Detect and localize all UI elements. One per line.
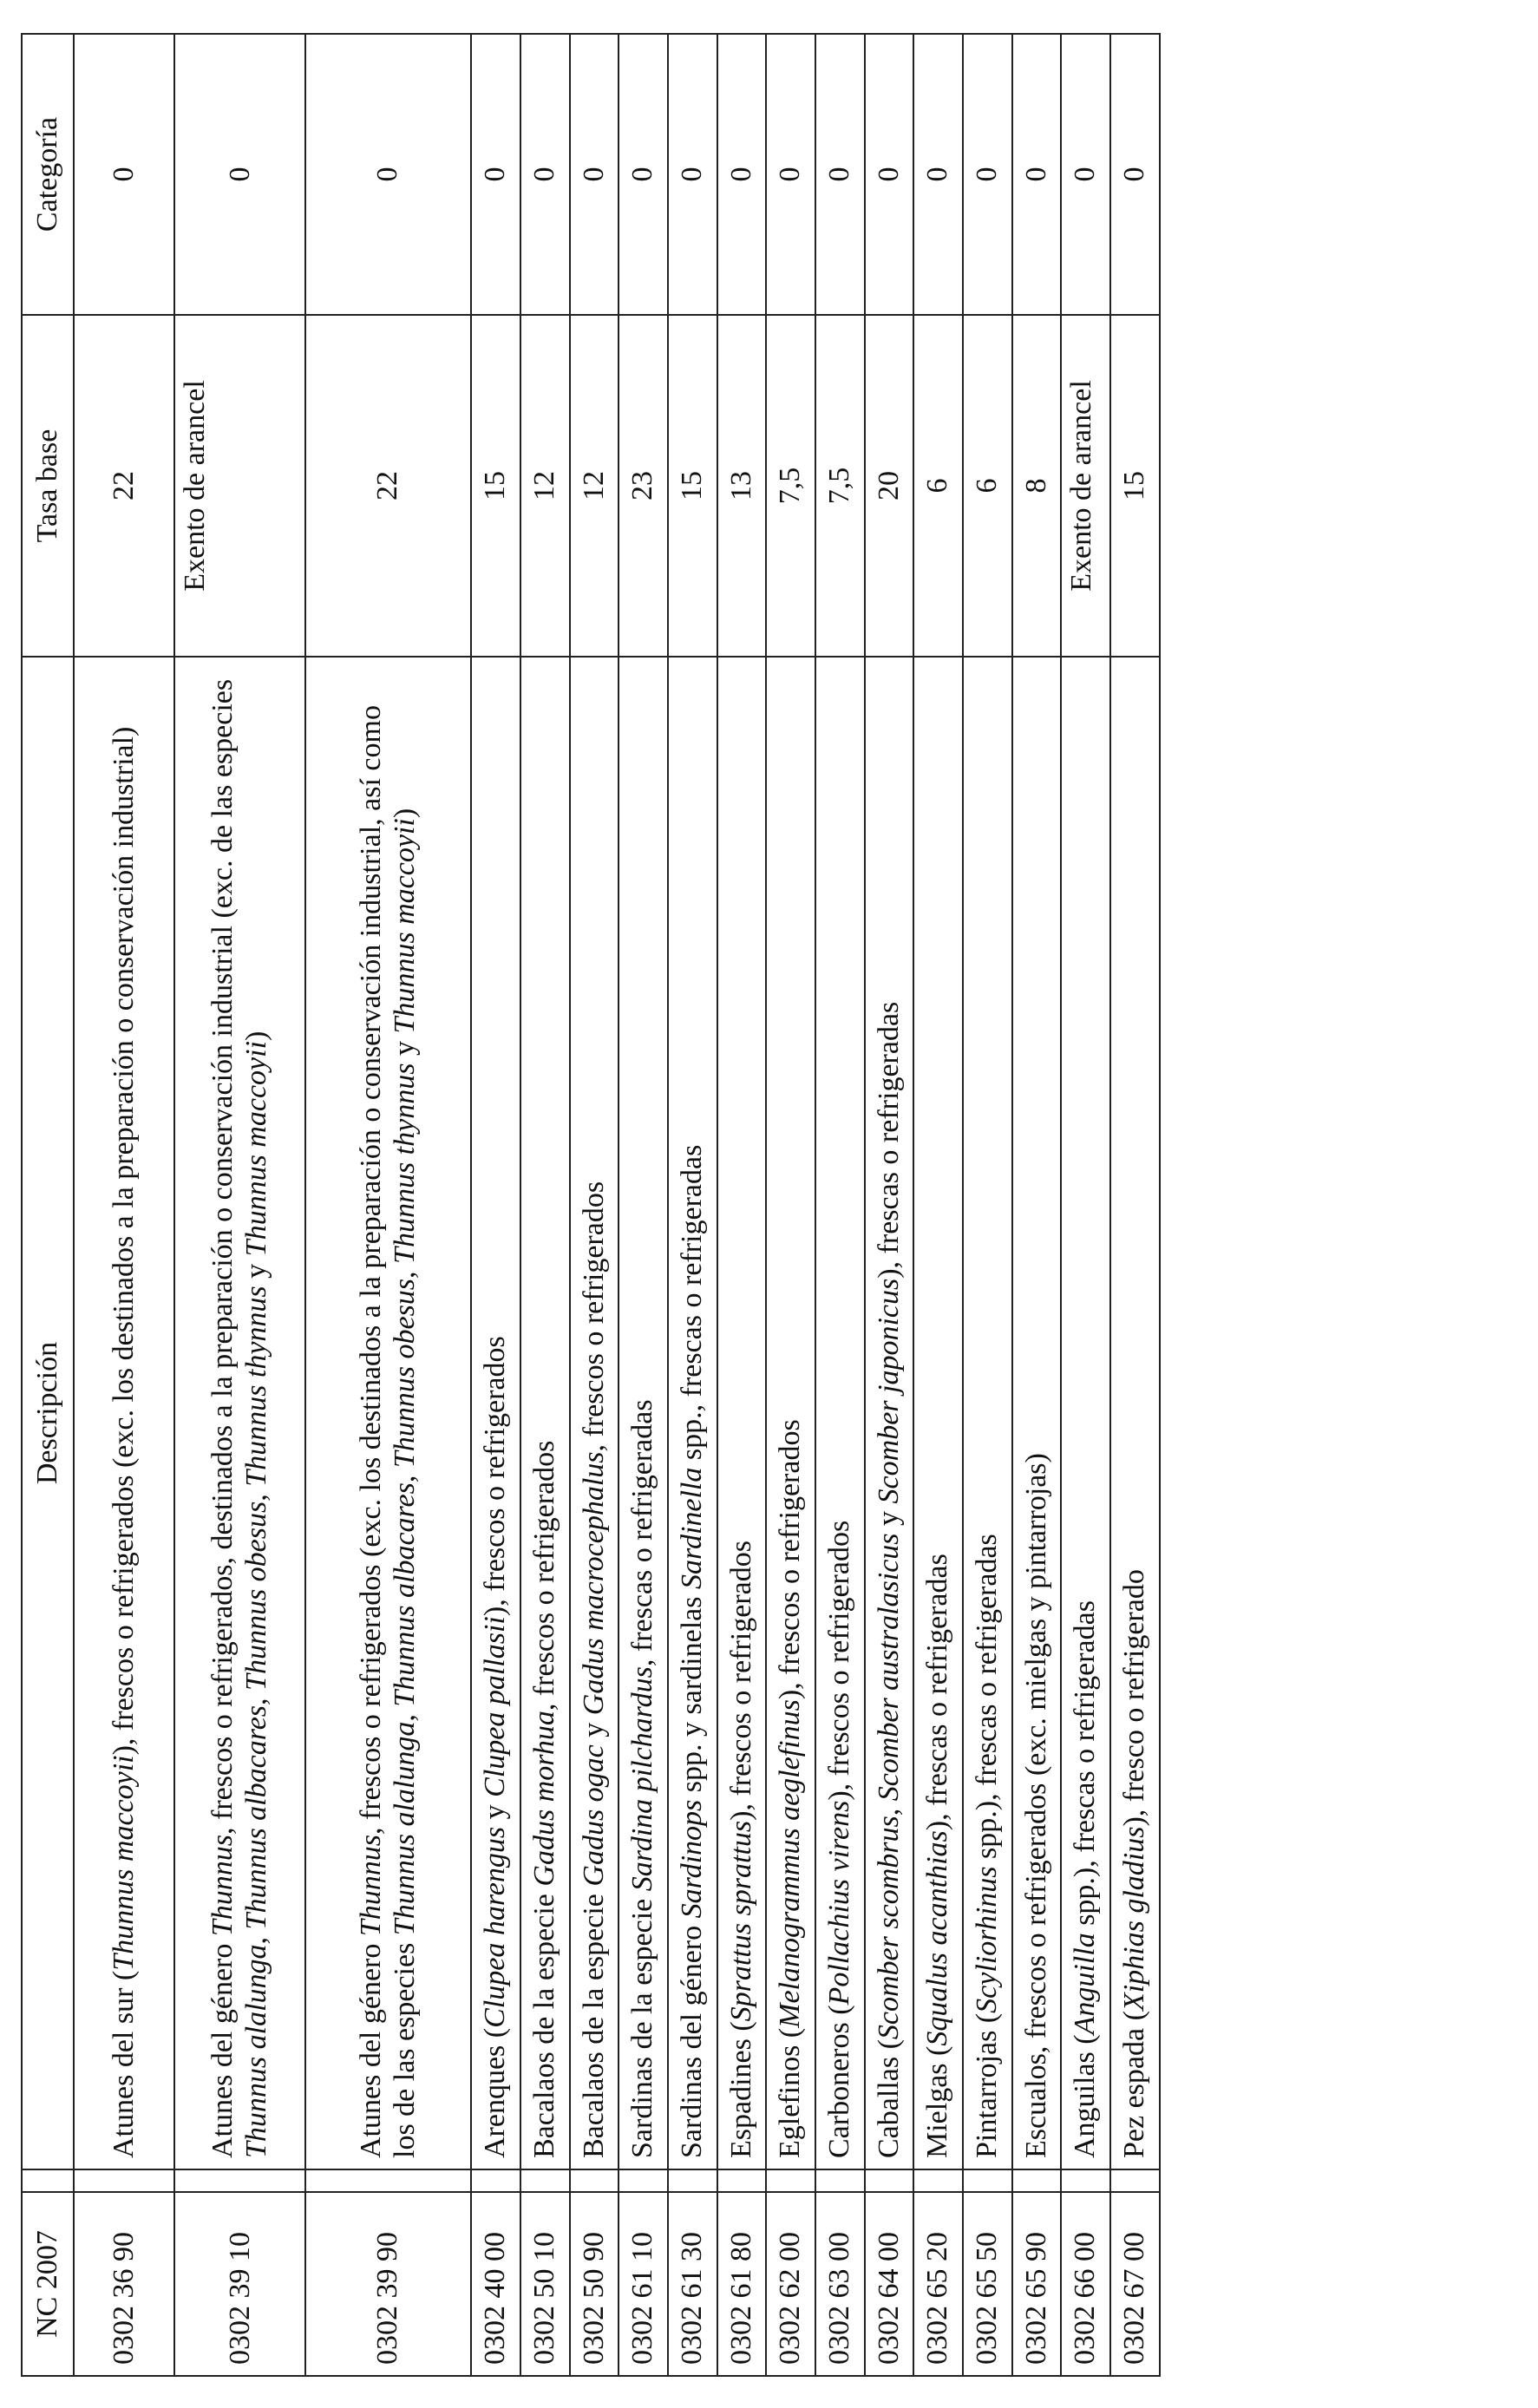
species-name: Xiphias gladius [1118, 1826, 1151, 2012]
table-row [1061, 34, 1110, 2376]
nc-code-cell: 0302 65 20 [913, 2192, 963, 2376]
description-text: ), frescos o refrigerados [724, 1541, 757, 1821]
table-row [1110, 34, 1160, 2376]
description-text: , [239, 1929, 272, 1945]
base-rate-cell: 15 [1110, 315, 1160, 657]
table-row [305, 34, 471, 2376]
description-text: y [239, 1256, 272, 1286]
header-row [22, 34, 74, 2376]
species-name: Thunnus alalunga [239, 1944, 272, 2158]
spacer-cell [913, 2169, 963, 2192]
description-text: Mielgas ( [921, 2045, 954, 2158]
spacer-cell [618, 2169, 668, 2192]
table-row [668, 34, 717, 2376]
nc-code-cell: 0302 65 50 [963, 2192, 1012, 2376]
nc-code-cell: 0302 63 00 [815, 2192, 865, 2376]
table-row [570, 34, 619, 2376]
nc-code-cell: 0302 67 00 [1110, 2192, 1160, 2376]
base-rate-cell: Exento de arancel [174, 315, 305, 657]
nc-code-cell: 0302 36 90 [74, 2192, 174, 2376]
description-text: , [388, 1263, 421, 1279]
description-text: Carboneros ( [823, 2005, 855, 2158]
description-text: ), fresco o refrigerado [1118, 1569, 1151, 1827]
description-text: , frescas o refrigeradas [626, 1399, 659, 1667]
category-cell: 0 [74, 34, 174, 315]
description-cell [618, 657, 668, 2169]
description-text: Sardinas del género [675, 1918, 708, 2158]
table-row [766, 34, 815, 2376]
description-text: Eglefinos ( [774, 2027, 807, 2158]
species-name: Thunnus alalunga [388, 1721, 421, 1936]
base-rate-cell: 23 [618, 315, 668, 657]
table-row [815, 34, 865, 2376]
nc-code-cell: 0302 39 90 [305, 2192, 471, 2376]
species-name: Sardinella [675, 1467, 708, 1590]
header-code: NC 2007 [22, 2192, 74, 2376]
description-text: y [479, 1796, 512, 1827]
description-text: , frescos o refrigerados [577, 1181, 610, 1452]
spacer-cell [1012, 2169, 1062, 2192]
table-row [717, 34, 767, 2376]
base-rate-cell: 12 [570, 315, 619, 657]
category-cell: 0 [520, 34, 570, 315]
species-name: Gadus morhua [527, 1711, 560, 1887]
nc-code-cell: 0302 50 90 [570, 2192, 619, 2376]
base-rate-cell: 6 [963, 315, 1012, 657]
description-text: Atunes del sur ( [107, 1970, 140, 2158]
description-text: , frescos o refrigerados [527, 1440, 560, 1711]
base-rate-cell: 7,5 [766, 315, 815, 657]
description-text: Pez espada ( [1118, 2011, 1151, 2158]
category-cell: 0 [865, 34, 914, 315]
nc-code-cell: 0302 66 00 [1061, 2192, 1110, 2376]
nc-code-cell: 0302 64 00 [865, 2192, 914, 2376]
spacer-cell [717, 2169, 767, 2192]
species-name: Thunnus thynnus [239, 1286, 272, 1487]
category-cell: 0 [668, 34, 717, 315]
description-cell [865, 657, 914, 2169]
species-name: Thunnus maccoyii [107, 1755, 140, 1971]
spacer-cell [963, 2169, 1012, 2192]
header-description: Descripción [22, 657, 74, 2169]
description-text: , frescos o refrigerados, destinados a la preparación o conservación industrial (exc. de las especies [206, 678, 239, 1835]
description-cell [1061, 657, 1110, 2169]
spacer-cell [815, 2169, 865, 2192]
category-cell: 0 [618, 34, 668, 315]
nc-code-cell: 0302 50 10 [520, 2192, 570, 2376]
species-name: Thunnus albacares [239, 1705, 272, 1930]
spacer-cell [305, 2169, 471, 2192]
species-name: Melanogrammus aeglefinus [774, 1699, 807, 2028]
description-cell [815, 657, 865, 2169]
species-name: Sprattus sprattus [724, 1820, 757, 2022]
header-rate: Tasa base [22, 315, 74, 657]
category-cell: 0 [913, 34, 963, 315]
species-name: Scyliorhinus [971, 1866, 1004, 2013]
description-text: Anguilas ( [1069, 2034, 1102, 2158]
spacer-header [22, 2169, 74, 2192]
nc-code-cell: 0302 62 00 [766, 2192, 815, 2376]
description-cell [766, 657, 815, 2169]
description-text: Caballas ( [872, 2039, 905, 2158]
description-cell [570, 657, 619, 2169]
nc-code-cell: 0302 61 10 [618, 2192, 668, 2376]
description-cell [913, 657, 963, 2169]
description-text: , [239, 1690, 272, 1705]
species-name: Thunnus thynnus [388, 1063, 421, 1264]
category-cell: 0 [815, 34, 865, 315]
description-text: ), frescos o refrigerados [479, 1336, 512, 1617]
description-text: spp. y sardinelas [675, 1589, 708, 1800]
description-cell [74, 657, 174, 2169]
category-cell: 0 [963, 34, 1012, 315]
base-rate-cell: 22 [74, 315, 174, 657]
description-cell [668, 657, 717, 2169]
base-rate-cell: 15 [471, 315, 520, 657]
species-name: Thunnus [206, 1834, 239, 1937]
description-text: ) [239, 1031, 272, 1041]
description-text: spp.), frescas o refrigeradas [971, 1534, 1004, 1867]
spacer-cell [766, 2169, 815, 2192]
description-text: Arenques ( [479, 2027, 512, 2158]
spacer-cell [520, 2169, 570, 2192]
description-text: ), frescos o refrigerados [823, 1520, 855, 1801]
description-text: Bacalaos de la especie [577, 1886, 610, 2158]
table-row [74, 34, 174, 2376]
category-cell: 0 [174, 34, 305, 315]
base-rate-cell: 7,5 [815, 315, 865, 657]
description-text: Espadines ( [724, 2021, 757, 2158]
description-text: spp.), frescas o refrigeradas [1069, 1600, 1102, 1934]
species-name: Squalus acanthias [921, 1830, 954, 2046]
spacer-cell [1110, 2169, 1160, 2192]
description-text: , [872, 1801, 905, 1816]
description-cell [305, 657, 471, 2169]
description-text: ), frescos o refrigerados (exc. los destinados a la preparación o conservación industrial) [107, 726, 140, 1756]
spacer-cell [471, 2169, 520, 2192]
description-text: Atunes del género [206, 1936, 239, 2158]
species-name: Gadus ogac [577, 1744, 610, 1887]
base-rate-cell: Exento de arancel [1061, 315, 1110, 657]
table-row [1012, 34, 1062, 2376]
species-name: Thunnus obesus [239, 1501, 272, 1691]
species-name: Sardinops [675, 1799, 708, 1919]
nc-code-cell: 0302 40 00 [471, 2192, 520, 2376]
spacer-cell [668, 2169, 717, 2192]
base-rate-cell: 13 [717, 315, 767, 657]
spacer-cell [1061, 2169, 1110, 2192]
description-cell [1012, 657, 1062, 2169]
description-text: ) [388, 808, 421, 819]
base-rate-cell: 22 [305, 315, 471, 657]
description-cell [174, 657, 305, 2169]
description-cell [471, 657, 520, 2169]
category-cell: 0 [471, 34, 520, 315]
category-cell: 0 [570, 34, 619, 315]
nc-code-cell: 0302 61 30 [668, 2192, 717, 2376]
species-name: Thunnus maccoyii [239, 1040, 272, 1257]
category-cell: 0 [766, 34, 815, 315]
description-text: Atunes del género [355, 1936, 388, 2158]
description-text: , [388, 1468, 421, 1483]
species-name: Scomber scombrus [872, 1816, 905, 2040]
category-cell: 0 [1110, 34, 1160, 315]
description-text: Bacalaos de la especie [527, 1886, 560, 2158]
description-text: , [239, 1486, 272, 1502]
category-cell: 0 [717, 34, 767, 315]
base-rate-cell: 20 [865, 315, 914, 657]
description-cell [963, 657, 1012, 2169]
table-row [865, 34, 914, 2376]
nc-code-cell: 0302 65 90 [1012, 2192, 1062, 2376]
species-name: Clupea harengus [479, 1826, 512, 2028]
spacer-cell [74, 2169, 174, 2192]
species-name: Anguilla [1069, 1933, 1102, 2035]
table-row [520, 34, 570, 2376]
description-cell [520, 657, 570, 2169]
species-name: Thunnus obesus [388, 1278, 421, 1469]
description-text: , [388, 1706, 421, 1722]
base-rate-cell: 15 [668, 315, 717, 657]
species-name: Scomber australasicus [872, 1533, 905, 1802]
species-name: Pollachius virens [823, 1800, 855, 2006]
category-cell: 0 [305, 34, 471, 315]
table-row [618, 34, 668, 2376]
description-text: y [872, 1503, 905, 1534]
description-text: ), frescas o refrigeradas [872, 1001, 905, 1279]
species-name: Scomber japonicus [872, 1278, 905, 1504]
species-name: Clupea pallasii [479, 1616, 512, 1797]
table-row [174, 34, 305, 2376]
description-cell [717, 657, 767, 2169]
category-cell: 0 [1061, 34, 1110, 315]
description-text: Sardinas de la especie [626, 1891, 659, 2158]
spacer-cell [570, 2169, 619, 2192]
nc-code-cell: 0302 61 80 [717, 2192, 767, 2376]
species-name: Thunnus albacares [388, 1482, 421, 1707]
species-name: Gadus macrocephalus [577, 1451, 610, 1716]
description-text: , frescos o refrigerados (exc. los destinados a la preparación o conservación industrial, así como los de las especies [355, 705, 421, 2158]
table-row [471, 34, 520, 2376]
description-cell [1110, 657, 1160, 2169]
spacer-cell [865, 2169, 914, 2192]
species-name: Thunnus [355, 1834, 388, 1937]
species-name: Sardina pilchardus [626, 1666, 659, 1892]
table-body [74, 34, 1160, 2376]
table-row [963, 34, 1012, 2376]
description-text: spp., frescas o refrigeradas [675, 1144, 708, 1468]
header-category: Categoría [22, 34, 74, 315]
species-name: Thunnus maccoyii [388, 818, 421, 1034]
description-text: Escualos, frescos o refrigerados (exc. mielgas y pintarrojas) [1019, 1453, 1052, 2158]
description-text: Pintarrojas ( [971, 2012, 1004, 2158]
description-text: y [388, 1033, 421, 1063]
nc-code-cell: 0302 39 10 [174, 2192, 305, 2376]
category-cell: 0 [1012, 34, 1062, 315]
base-rate-cell: 8 [1012, 315, 1062, 657]
base-rate-cell: 12 [520, 315, 570, 657]
spacer-cell [174, 2169, 305, 2192]
description-text: ), frescas o refrigeradas [921, 1554, 954, 1831]
description-text: y [577, 1715, 610, 1745]
base-rate-cell: 6 [913, 315, 963, 657]
description-text: ), frescos o refrigerados [774, 1419, 807, 1700]
table-row [913, 34, 963, 2376]
tariff-table [21, 33, 1161, 2377]
